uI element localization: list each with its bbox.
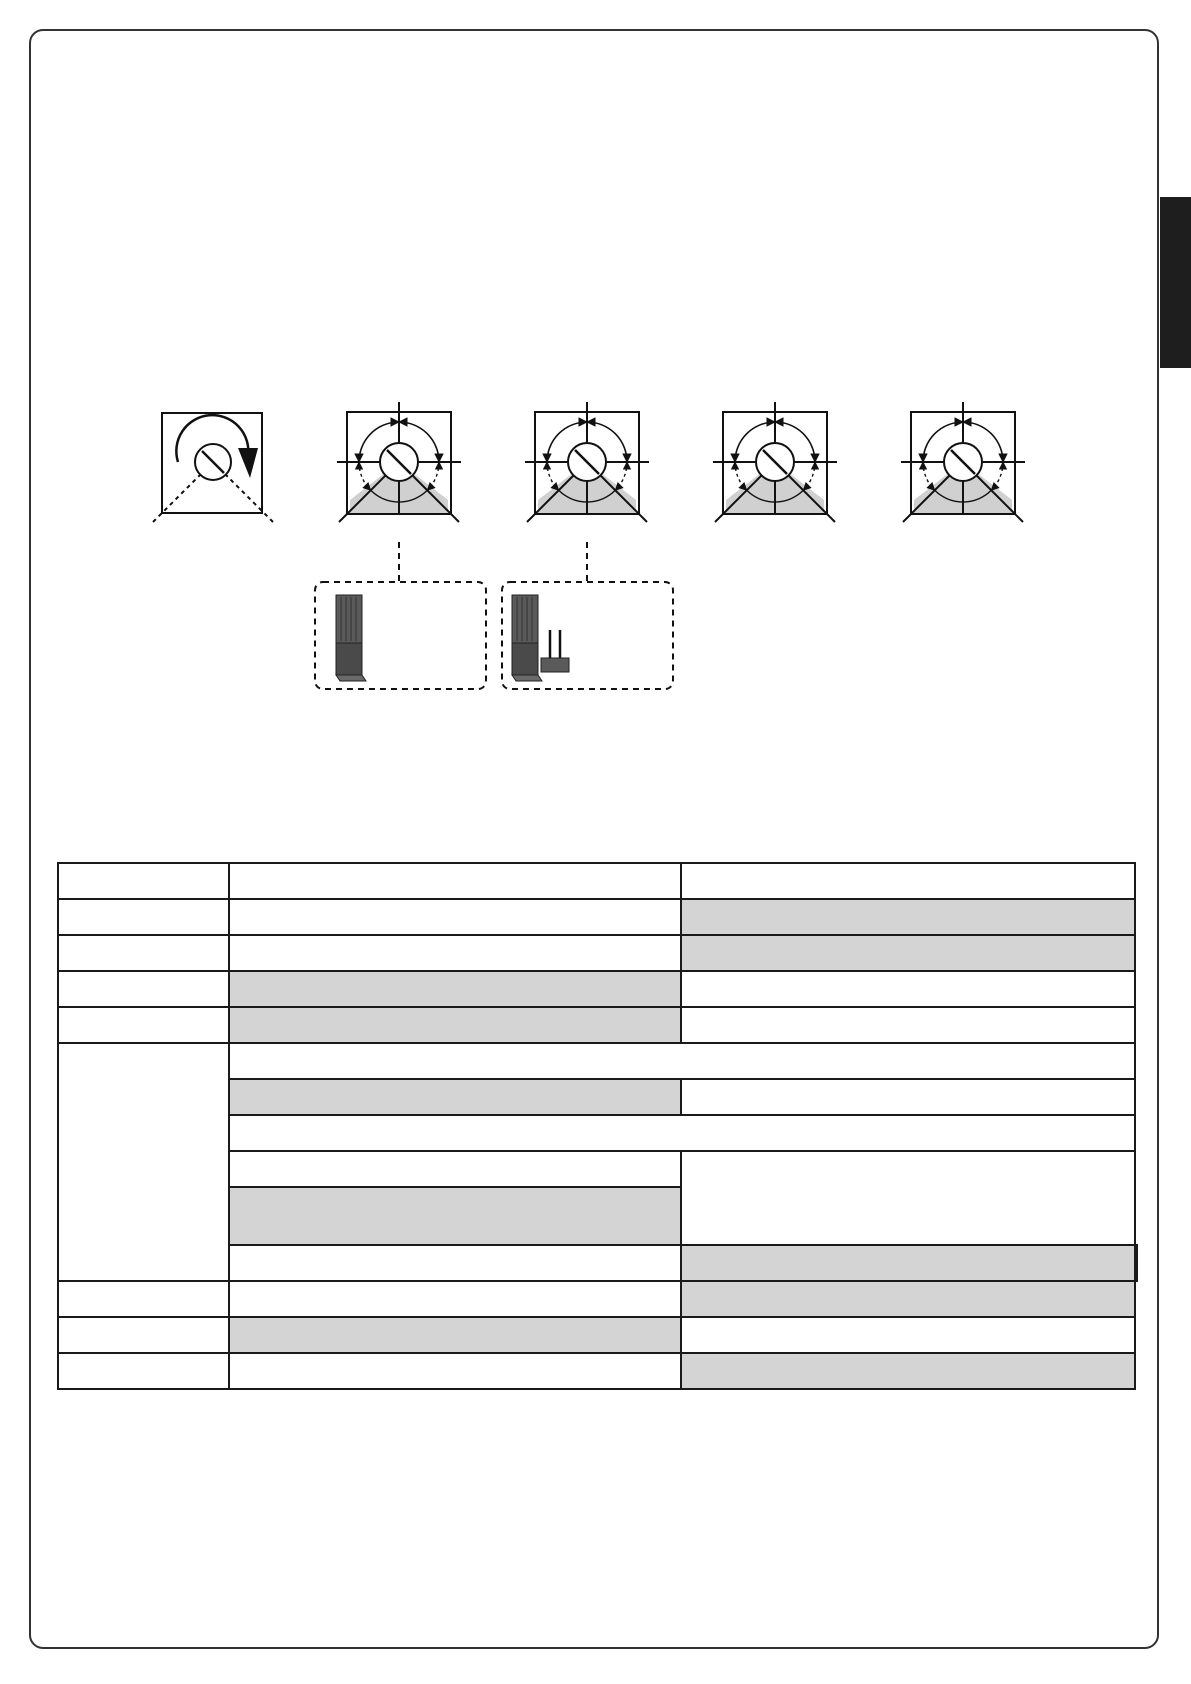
table-cell <box>229 1353 681 1389</box>
table-cell <box>58 1317 229 1353</box>
table-cell <box>58 935 229 971</box>
dial-diagram <box>0 0 1191 720</box>
jumper-inserted-icon <box>315 582 486 689</box>
table-row <box>58 1281 1137 1317</box>
table-row <box>58 1317 1137 1353</box>
table-row <box>58 1043 1137 1079</box>
table-row <box>58 1353 1137 1389</box>
header-cell <box>229 863 681 899</box>
table-cell <box>229 899 681 935</box>
table-cell <box>681 971 1135 1007</box>
table-cell <box>229 1281 681 1317</box>
table-cell-shaded <box>229 1079 681 1115</box>
table-cell-shaded <box>229 971 681 1007</box>
table-cell-span <box>229 1115 1135 1151</box>
rotation-dial-icon <box>153 413 273 522</box>
table-cell <box>58 1353 229 1389</box>
table-cell <box>229 935 681 971</box>
table-cell <box>681 1007 1135 1043</box>
table-row <box>58 899 1137 935</box>
angle-dial-icon <box>525 402 649 522</box>
table-header-row <box>58 863 1137 899</box>
table-cell <box>681 1079 1135 1115</box>
table-cell <box>229 1151 681 1187</box>
table-cell <box>58 899 229 935</box>
table-cell-tall <box>681 1151 1135 1245</box>
table-cell-shaded <box>681 1245 1135 1281</box>
table-cell-span <box>229 1043 1135 1079</box>
table-cell-shaded <box>681 935 1135 971</box>
header-cell <box>681 863 1135 899</box>
table-cell-shaded <box>681 1353 1135 1389</box>
settings-table <box>57 862 1138 1390</box>
table-row <box>58 935 1137 971</box>
jumper-removed-icon <box>502 582 673 689</box>
table-cell-shaded <box>681 1281 1135 1317</box>
table-cell-shaded <box>229 1187 681 1245</box>
angle-dial-icon <box>337 402 461 522</box>
table-cell <box>229 1245 681 1281</box>
table-cell-shaded <box>681 899 1135 935</box>
table-cell <box>58 1281 229 1317</box>
angle-dial-icon <box>901 402 1025 522</box>
header-cell <box>58 863 229 899</box>
table-cell <box>58 1007 229 1043</box>
figure-dial-settings <box>0 0 1191 720</box>
table-row <box>58 971 1137 1007</box>
table-cell-shaded <box>229 1007 681 1043</box>
angle-dial-icon <box>713 402 837 522</box>
table-cell-group <box>58 1043 229 1281</box>
table-cell <box>1135 1245 1137 1281</box>
table-row <box>58 1007 1137 1043</box>
table-cell <box>58 971 229 1007</box>
table-cell <box>681 1317 1135 1353</box>
table-cell-shaded <box>229 1317 681 1353</box>
